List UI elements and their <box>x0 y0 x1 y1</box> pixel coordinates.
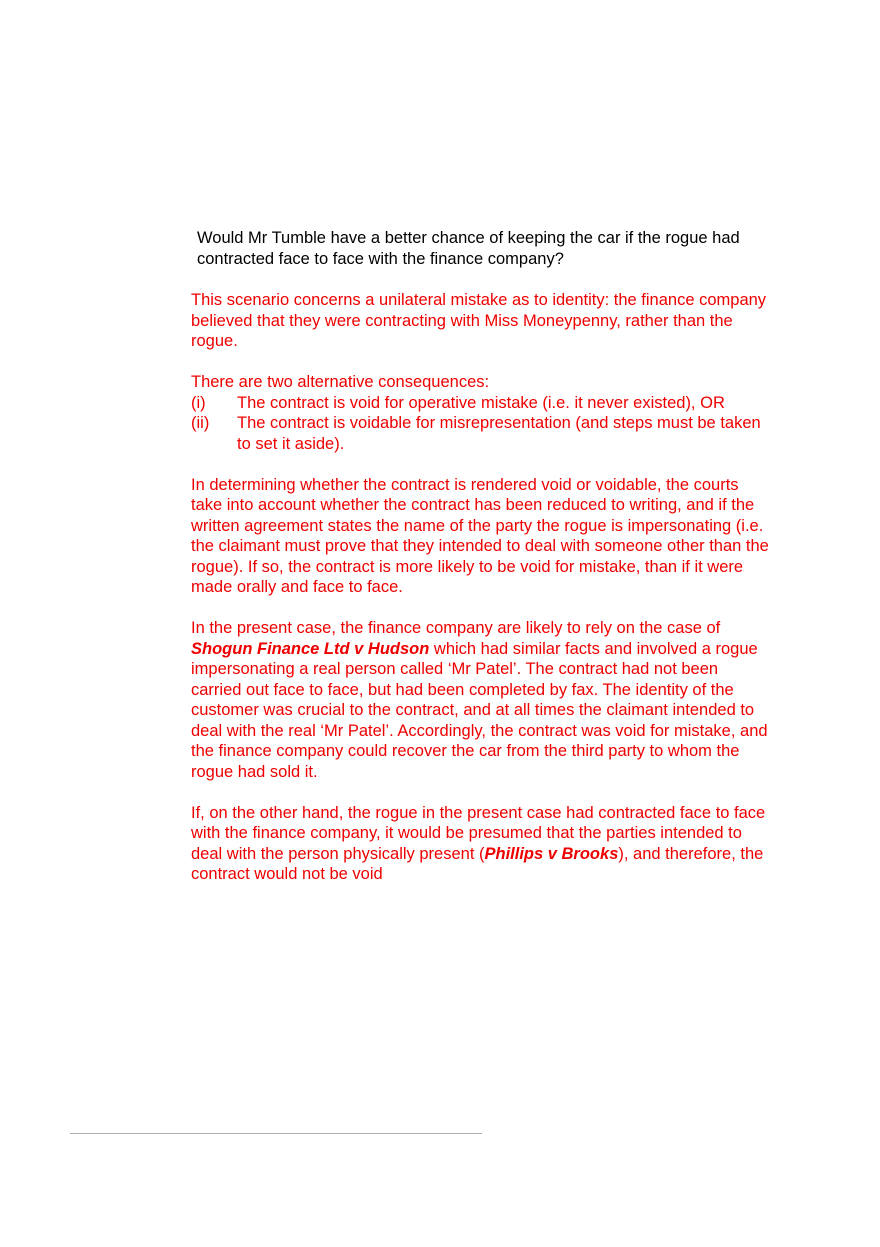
footnote-separator <box>70 1133 482 1134</box>
text-segment: If, on the other hand, the rogue in the present case had contracted face to face with the finance company, it would be presumed that the parties intended to deal with the person physically present ( <box>191 803 766 863</box>
text-segment: which had similar facts and involved a rogue impersonating a real person called ‘Mr Patel’. The contract had not been carried out face to face, but had been completed by fax. The identity of the customer was crucial to the contract, and at all times the claimant intended to deal with the real ‘Mr Patel’. Accordingly, the contract was void for mistake, and the finance company could recover the car from the third party to whom the rogue had sold it. <box>191 639 768 781</box>
list-item-text: The contract is void for operative mistake (i.e. it never existed), OR <box>237 393 725 412</box>
list-item-text: The contract is voidable for misrepresentation (and steps must be taken to set it aside). <box>237 414 761 453</box>
paragraph-phillips-brooks <box>191 803 771 885</box>
paragraph-void-or-voidable: In determining whether the contract is rendered void or voidable, the courts take into account whether the contract has been reduced to writing, and if the written agreement states the name of the party the rogue is impersonating (i.e. the claimant must prove that they intended to deal with someone other than the rogue). If so, the contract is more likely to be void for mistake, than if it were made orally and face to face. <box>191 475 769 596</box>
list-marker: (ii) <box>191 414 210 432</box>
paragraph-shogun-finance <box>191 618 771 782</box>
text-segment: In the present case, the finance company are likely to rely on the case of <box>191 619 721 637</box>
list-marker: (i) <box>191 393 206 412</box>
list-item <box>191 393 771 414</box>
case-name-shogun: Shogun Finance Ltd v Hudson <box>191 639 430 658</box>
answer-block <box>191 290 771 905</box>
paragraph-mistake-identity: This scenario concerns a unilateral mistake as to identity: the finance company believed that they were contracting with Miss Moneypenny, rather than the rogue. <box>191 291 767 350</box>
consequences-intro: There are two alternative consequences: <box>191 373 490 391</box>
case-name-phillips: Phillips v Brooks <box>484 844 619 863</box>
list-item <box>191 413 771 454</box>
consequences-section <box>191 372 771 454</box>
question-text: Would Mr Tumble have a better chance of keeping the car if the rogue had contracted face to face with the finance company? <box>197 229 740 268</box>
text-segment: ), and therefore, the contract would not be void <box>191 844 764 883</box>
